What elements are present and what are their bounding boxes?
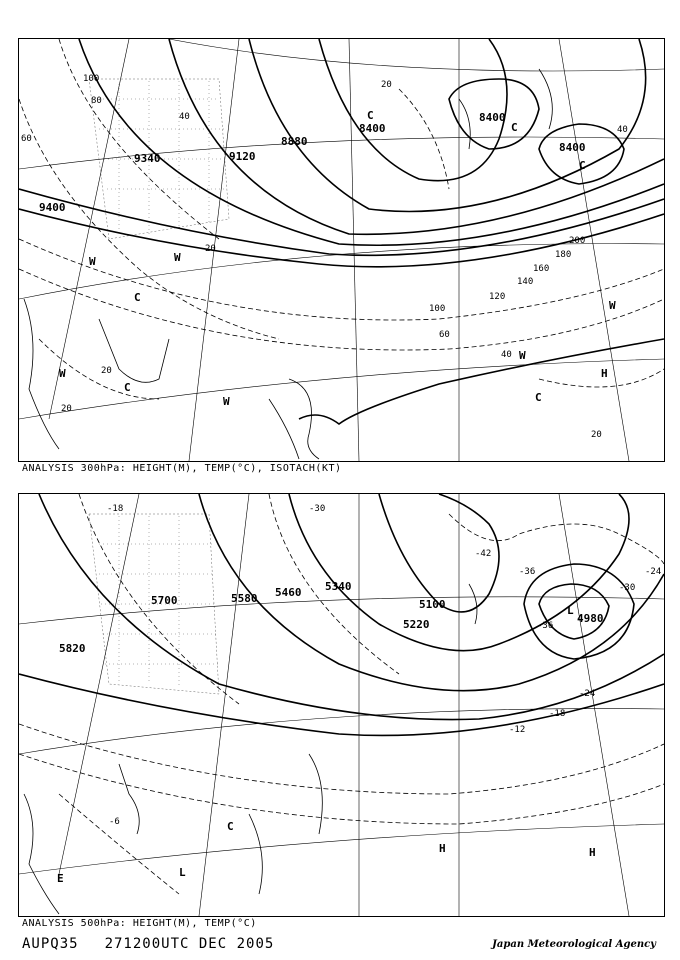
coastlines	[24, 69, 552, 459]
height-label: 9120	[229, 150, 256, 163]
height-label: 5460	[275, 586, 302, 599]
center-marker: L	[567, 604, 574, 617]
temp-label: -18	[107, 504, 124, 514]
center-marker: L	[179, 866, 186, 879]
isotach-label: 60	[21, 134, 32, 144]
isotach-label: 160	[533, 264, 550, 274]
temp-label: -42	[475, 549, 492, 559]
height-label: 8880	[281, 135, 308, 148]
center-marker: C	[227, 820, 234, 833]
height-label: 5340	[325, 580, 352, 593]
isotach-label: 140	[517, 277, 534, 287]
product-id	[22, 936, 300, 952]
height-label: 5580	[231, 592, 258, 605]
isotach-label: 180	[555, 250, 572, 260]
temp-label: -18	[549, 709, 566, 719]
isotach-label: 20	[205, 244, 216, 254]
map-500hpa-chart	[19, 494, 664, 916]
map-300hpa	[18, 38, 665, 462]
temp-label: -36	[537, 621, 554, 631]
height-label: 9340	[134, 152, 161, 165]
isotach-label: 20	[591, 430, 602, 440]
isotach-label: 40	[617, 125, 628, 135]
height-label: 5220	[403, 618, 430, 631]
temp-label: -30	[619, 583, 636, 593]
isotach-label: 40	[501, 350, 512, 360]
height-label: 5100	[419, 598, 446, 611]
temp-label: -24	[645, 567, 662, 577]
agency-credit: Japan Meteorological Agency	[492, 939, 656, 950]
center-marker: E	[57, 872, 64, 885]
isotach-label-group	[21, 74, 628, 440]
height-label: 5820	[59, 642, 86, 655]
center-marker: H	[439, 842, 446, 855]
center-marker: H	[589, 846, 596, 859]
map-500hpa	[18, 493, 665, 917]
temp-label: -24	[579, 689, 596, 699]
isotach-label: 120	[489, 292, 506, 302]
height-label: 8400	[559, 141, 586, 154]
height-contours	[19, 39, 664, 424]
height-label: 8400	[479, 111, 506, 124]
center-marker: C	[535, 391, 542, 404]
center-marker: W	[519, 349, 526, 362]
center-marker: C	[367, 109, 374, 122]
temperature-contours	[19, 494, 664, 894]
center-marker: C	[579, 159, 586, 172]
height-label: 5700	[151, 594, 178, 607]
pressure-center-group	[57, 604, 596, 885]
isotach-label: 20	[101, 366, 112, 376]
product-code: AUPQ35	[22, 936, 79, 952]
isotach-label: 100	[83, 74, 100, 84]
height-label: 9400	[39, 201, 66, 214]
height-label-group	[59, 580, 604, 655]
isotach-label: 60	[439, 330, 450, 340]
isotach-label: 40	[179, 112, 190, 122]
isotach-label: 100	[429, 304, 446, 314]
center-marker: W	[609, 299, 616, 312]
center-marker: C	[511, 121, 518, 134]
isotach-label: 200	[569, 236, 586, 246]
height-label: 4980	[577, 612, 604, 625]
valid-time: 271200UTC DEC 2005	[104, 936, 275, 952]
center-marker: C	[124, 381, 131, 394]
isotach-label: 80	[91, 96, 102, 106]
height-label: 8400	[359, 122, 386, 135]
center-marker: W	[223, 395, 230, 408]
isotach-contours	[19, 39, 664, 399]
center-marker: W	[174, 251, 181, 264]
center-marker: W	[89, 255, 96, 268]
center-marker: H	[601, 367, 608, 380]
temp-label: -30	[309, 504, 326, 514]
temp-label: -12	[509, 725, 526, 735]
map-300hpa-chart	[19, 39, 664, 461]
graticule	[19, 494, 664, 916]
center-marker: W	[59, 367, 66, 380]
caption-500hpa: ANALYSIS 500hPa: HEIGHT(M), TEMP(°C)	[22, 918, 257, 929]
temp-label-group	[107, 504, 661, 827]
isotach-label: 20	[381, 80, 392, 90]
temp-label: -36	[519, 567, 536, 577]
temp-label: -6	[109, 817, 120, 827]
center-marker: C	[134, 291, 141, 304]
isotach-label: 20	[61, 404, 72, 414]
caption-300hpa: ANALYSIS 300hPa: HEIGHT(M), TEMP(°C), ISOTACH(KT)	[22, 463, 342, 474]
